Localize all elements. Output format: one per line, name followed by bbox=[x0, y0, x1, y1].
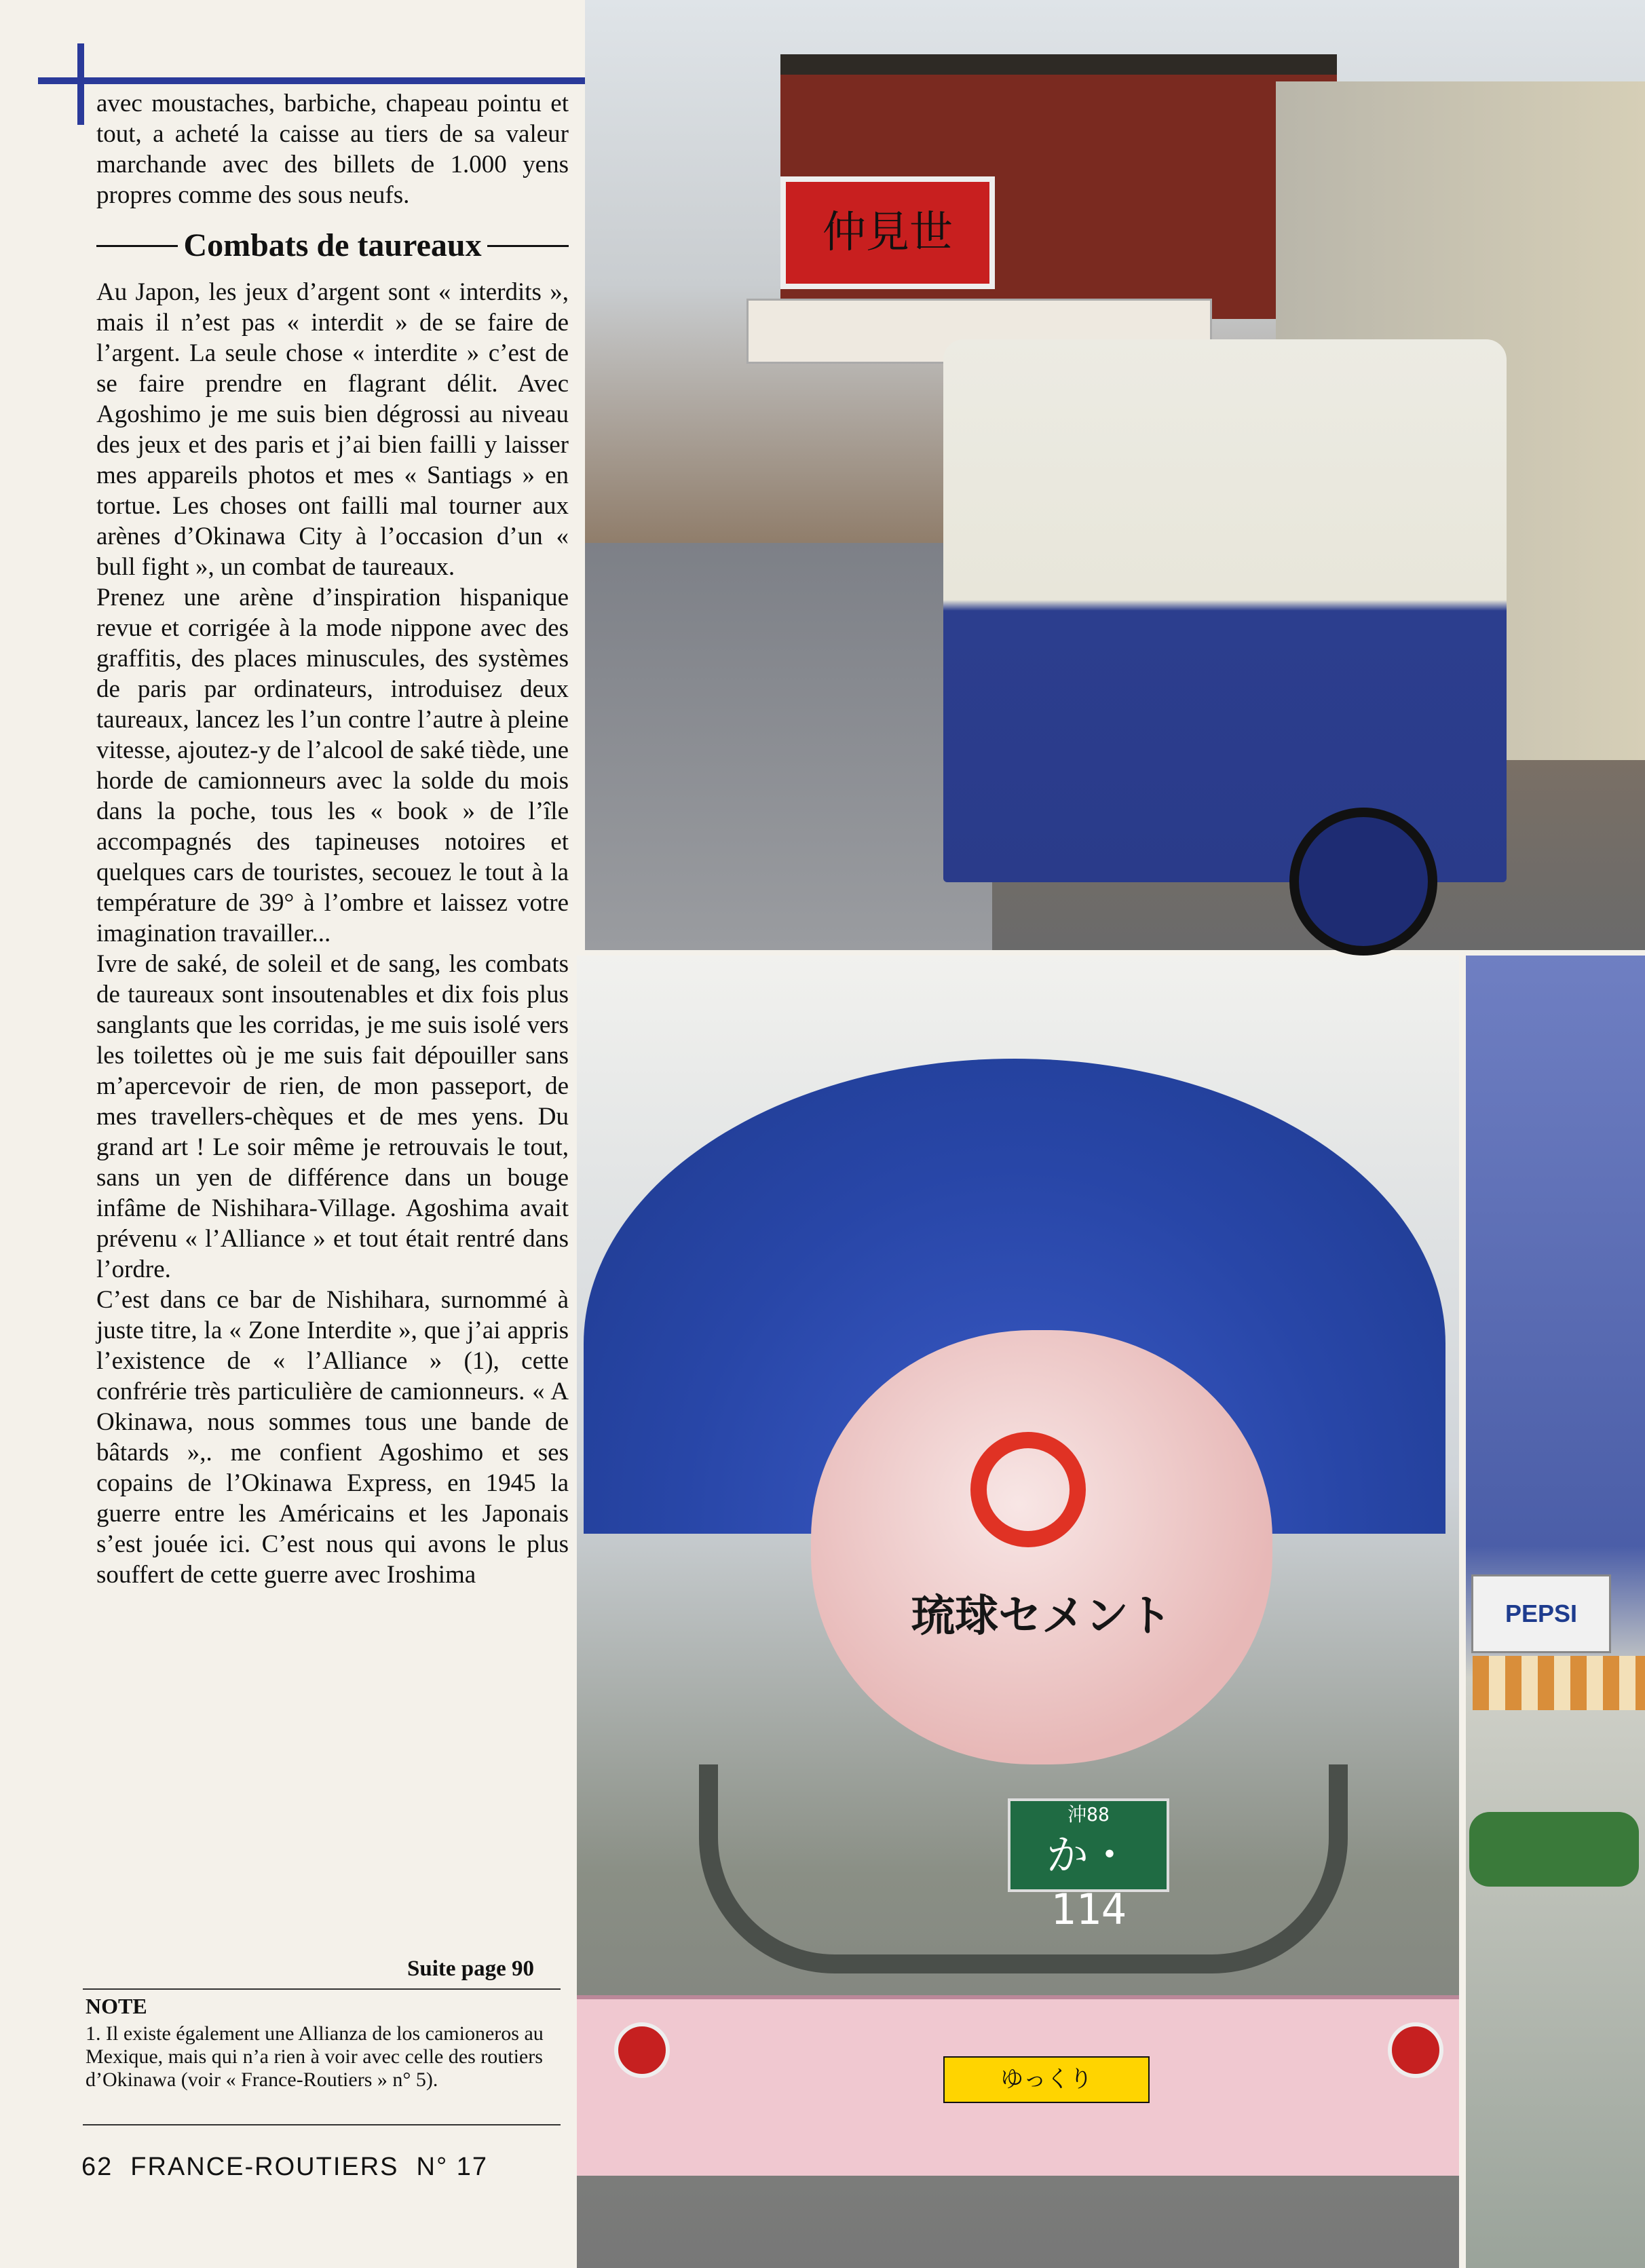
decorative-rule-vertical bbox=[77, 43, 84, 125]
photo-truck-cab bbox=[943, 339, 1507, 882]
photo-cement-tank bbox=[811, 1330, 1272, 1764]
heading-text: Combats de taureaux bbox=[183, 227, 482, 263]
photo-red-sign bbox=[780, 176, 995, 289]
note-body: 1. Il existe également une Allianza de los camioneros au Mexique, mais qui n’a rien à voir avec celle des routiers d’Okinawa (voir « France-Routiers » n° 5). bbox=[86, 2022, 544, 2091]
red-sign-text: 仲見世 bbox=[822, 208, 953, 258]
photo-sidewalk bbox=[585, 543, 992, 950]
photo-rear-sticker: ゆっくり bbox=[943, 2056, 1150, 2103]
continued-label: Suite page 90 bbox=[407, 1957, 535, 1981]
paragraph-2: Prenez une arène d’inspiration hispanique revue et corrigée à la mode nippone avec des graffitis, des places minuscules, des systèmes de paris par ordinateurs, introduisez deux taureaux, lancez les l’un contre l’autre à pleine vitesse, ajoutez-y de l’alcool de saké tiède, une horde de camionneurs avec la solde du mois dans la poche, tous les « book » de l’île accompagnés des tapineuses notoires et quelques cars de touristes, secouez le tout à la température de 39° à l’ombre et laissez votre imagination travailler... bbox=[96, 584, 569, 947]
photo-tail-lamp-right bbox=[1388, 2022, 1443, 2078]
paragraph-3: Ivre de saké, de soleil et de sang, les combats de taureaux sont insoutenables et dix fois plus sanglants que les corridas, je me suis isolé vers les toilettes où je me suis fait dépouiller sans m’apercevoir de rien, de mon passeport, de mes travellers-chèques et de mes yens. Du grand art ! Le soir même je retrouvais le tout, sans un yen de différence dans un bouge infâme de Nishihara-Village. Agoshima avait prévenu « l’Alliance » et tout était rentré dans l’ordre. bbox=[96, 950, 569, 1283]
paragraph-4: C’est dans ce bar de Nishihara, surnommé à juste titre, la « Zone Interdite », que j’ai appris l’existence de « l’Alliance » (1), cette confrérie très particulière de camionneurs. « A Okinawa, nous sommes tous une bande de bâtards »,. me confient Agoshimo et ses copains de l’Okinawa Express, en 1945 la guerre entre les Américains et les Japonais s’est jouée ici. C’est nous qui avons le plus souffert de cette guerre avec Iroshima bbox=[96, 1286, 569, 1589]
magazine-name: FRANCE-ROUTIERS bbox=[130, 2153, 399, 2181]
issue-number: N° 17 bbox=[416, 2153, 488, 2181]
photo-pepsi-sign: PEPSI bbox=[1471, 1574, 1611, 1653]
paragraph-1: Au Japon, les jeux d’argent sont « interdits », mais il n’est pas « interdit » de se faire de l’argent. La seule chose « interdite » c’est de se faire prendre en flagrant délit. Avec Agoshimo je me suis bien dégrossi au niveau des jeux et des paris et j’ai bien failli y laisser mes appareils photos et mes « Santiags » en tortue. Les choses ont failli mal tourner aux arènes d’Okinawa City à l’occasion d’un « bull fight », un combat de taureaux. bbox=[96, 278, 569, 581]
section-heading bbox=[96, 225, 569, 266]
paragraph-intro: avec moustaches, barbiche, chapeau pointu et tout, a acheté la caisse au tiers de sa valeur marchande avec des billets de 1.000 yens propres comme des sous neufs. bbox=[96, 90, 569, 209]
page-footer bbox=[81, 2153, 488, 2182]
note-divider-bottom bbox=[83, 2124, 561, 2125]
heading-rule-right bbox=[487, 245, 569, 247]
photo-tank-text: 琉球セメント bbox=[911, 1591, 1172, 1642]
photo-hedge bbox=[1469, 1812, 1639, 1887]
plate-region: 沖88 bbox=[1067, 1803, 1110, 1826]
article-column bbox=[96, 88, 569, 1590]
photo-tank-logo bbox=[970, 1432, 1086, 1547]
photo-awning bbox=[1473, 1656, 1645, 1710]
decorative-rule-horizontal bbox=[38, 77, 586, 84]
page-number: 62 bbox=[81, 2153, 113, 2181]
note-divider bbox=[83, 1988, 561, 1990]
photo-license-plate bbox=[1008, 1798, 1169, 1934]
note-title: NOTE bbox=[86, 1994, 147, 2018]
heading-rule-left bbox=[96, 245, 178, 247]
photo-tail-lamp-left bbox=[614, 2022, 670, 2078]
plate-number: か・114 bbox=[1046, 1830, 1131, 1934]
photo-truck-wheel bbox=[1289, 808, 1437, 956]
